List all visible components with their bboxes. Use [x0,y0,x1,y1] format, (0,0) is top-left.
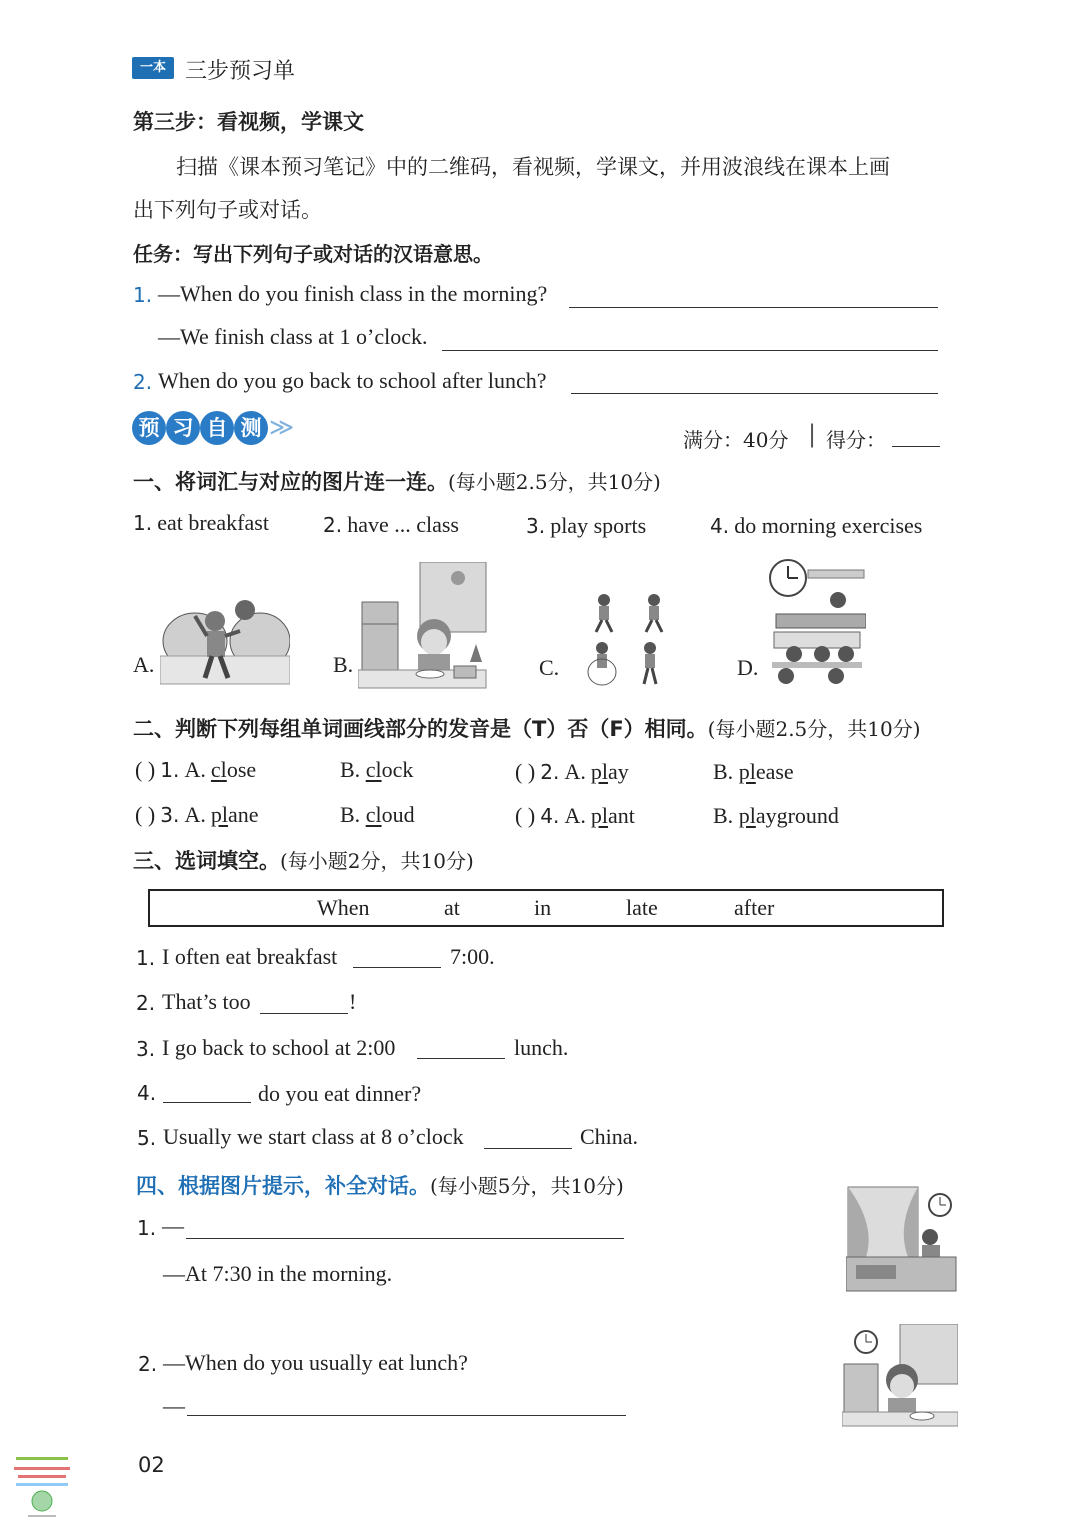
fill-blank[interactable] [260,1013,348,1014]
fill-item-number: 5. [137,1126,157,1150]
picture-label: B. [333,652,354,677]
step3-item-text: —We finish class at 1 o’clock. [158,324,428,349]
step3-instruction-line2: 出下列句子或对话。 [133,198,322,222]
fill-item-text: I go back to school at 2:00 [162,1035,396,1060]
classroom-class-picture [766,558,866,690]
selftest-badge: 预 [132,411,166,445]
dialog-answer-blank[interactable] [187,1415,626,1416]
selftest-badge: 习 [166,411,200,445]
section2-title: 二、判断下列每组单词画线部分的发音是（T）否（F）相同。(每小题2.5分，共10分) [133,717,921,741]
answer-paren[interactable]: ( ) [515,803,536,828]
answer-paren[interactable]: ( ) [515,759,536,784]
step3-item-text: When do you go back to school after lunch? [158,368,547,393]
dialog-dash: — [162,1213,184,1238]
picture-label: C. [539,655,560,680]
fill-item-text: 7:00. [450,944,495,969]
selftest-badge: 测 [234,411,268,445]
word-bank-item: after [734,895,775,920]
phonics-item-1: ( ) 1. A. close [135,757,257,782]
step3-item-number: 1. [133,283,153,307]
answer-paren[interactable]: ( ) [135,802,156,827]
word-bank-item: at [444,895,460,920]
selftest-badge: 自 [200,411,234,445]
section1-title: 一、将词汇与对应的图片连一连。(每小题2.5分，共10分) [133,470,661,494]
match-word-4: 4. do morning exercises [710,513,923,538]
phonics-option-b: B. clock [340,757,414,782]
fill-item-text: China. [580,1124,639,1149]
fill-item-text: lunch. [514,1035,569,1060]
match-word-3: 3. play sports [526,513,647,538]
step3-task: 任务：写出下列句子或对话的汉语意思。 [133,242,493,266]
phonics-item-2: ( ) 2. A. play [515,759,629,784]
match-word-1: 1. eat breakfast [133,510,269,535]
word-bank-item: in [534,895,552,920]
fill-item-number: 2. [136,991,156,1015]
fill-item-text: ! [349,989,357,1014]
answer-blank[interactable] [569,307,938,308]
page-number: 02 [138,1453,165,1477]
phonics-option-b: B. cloud [340,802,415,827]
section4-title: 四、根据图片提示，补全对话。(每小题5分，共10分) [136,1174,624,1198]
dialog-item-number: 2. [138,1352,158,1376]
brand-logo: 一本 [132,57,174,79]
dialog-question-text: —When do you usually eat lunch? [163,1350,468,1375]
phonics-option-b: B. please [713,759,794,784]
boy-eating-breakfast-picture [358,562,488,690]
phonics-item-4: ( ) 4. A. plant [515,803,635,828]
score-divider: | [808,420,817,448]
dialog-item-number: 1. [137,1216,157,1240]
phonics-item-3: ( ) 3. A. plane [135,802,259,827]
phonics-option-b: B. playground [713,803,839,828]
picture-label: A. [133,652,155,677]
word-bank-item: When [317,895,370,920]
kids-playing-sports-picture [584,592,668,688]
boy-exercising-picture [160,596,290,686]
answer-blank[interactable] [571,393,938,394]
answer-blank[interactable] [442,350,938,351]
corner-watermark-logo [12,1455,72,1519]
word-bank [148,889,944,927]
section3-title: 三、选词填空。(每小题2分，共10分) [133,849,474,873]
fill-blank[interactable] [484,1148,572,1149]
picture-label: D. [737,655,759,680]
fill-blank[interactable] [353,967,441,968]
word-bank-item: late [626,895,658,920]
step3-item-number: 2. [133,370,153,394]
answer-paren[interactable]: ( ) [135,757,156,782]
score-label: 得分： [826,428,886,452]
double-chevron-icon: ≫ [269,413,295,441]
girl-getting-up-picture [846,1185,958,1293]
fill-item-number: 3. [136,1037,156,1061]
match-word-2: 2. have ... class [323,512,459,537]
fill-item-text: do you eat dinner? [258,1081,422,1106]
dialog-answer-text: —At 7:30 in the morning. [163,1261,393,1286]
fill-item-text: I often eat breakfast [162,944,338,969]
fill-item-text: That’s too [162,989,251,1014]
step3-item-text: —When do you finish class in the morning? [158,281,548,306]
dialog-dash: — [163,1393,185,1418]
full-score: 满分：40分 [683,428,789,452]
fill-item-number: 1. [136,946,156,970]
girl-eating-lunch-picture [842,1324,958,1428]
fill-item-text: Usually we start class at 8 o’clock [163,1124,464,1149]
page-header-title: 三步预习单 [185,59,296,84]
fill-item-number: 4. [137,1081,157,1105]
step3-title: 第三步：看视频，学课文 [133,110,364,134]
fill-blank[interactable] [417,1058,505,1059]
score-blank[interactable] [892,446,940,447]
fill-blank[interactable] [163,1102,251,1103]
step3-instruction-line1: 扫描《课本预习笔记》中的二维码，看视频，学课文，并用波浪线在课本上画 [176,155,890,179]
dialog-answer-blank[interactable] [186,1238,624,1239]
